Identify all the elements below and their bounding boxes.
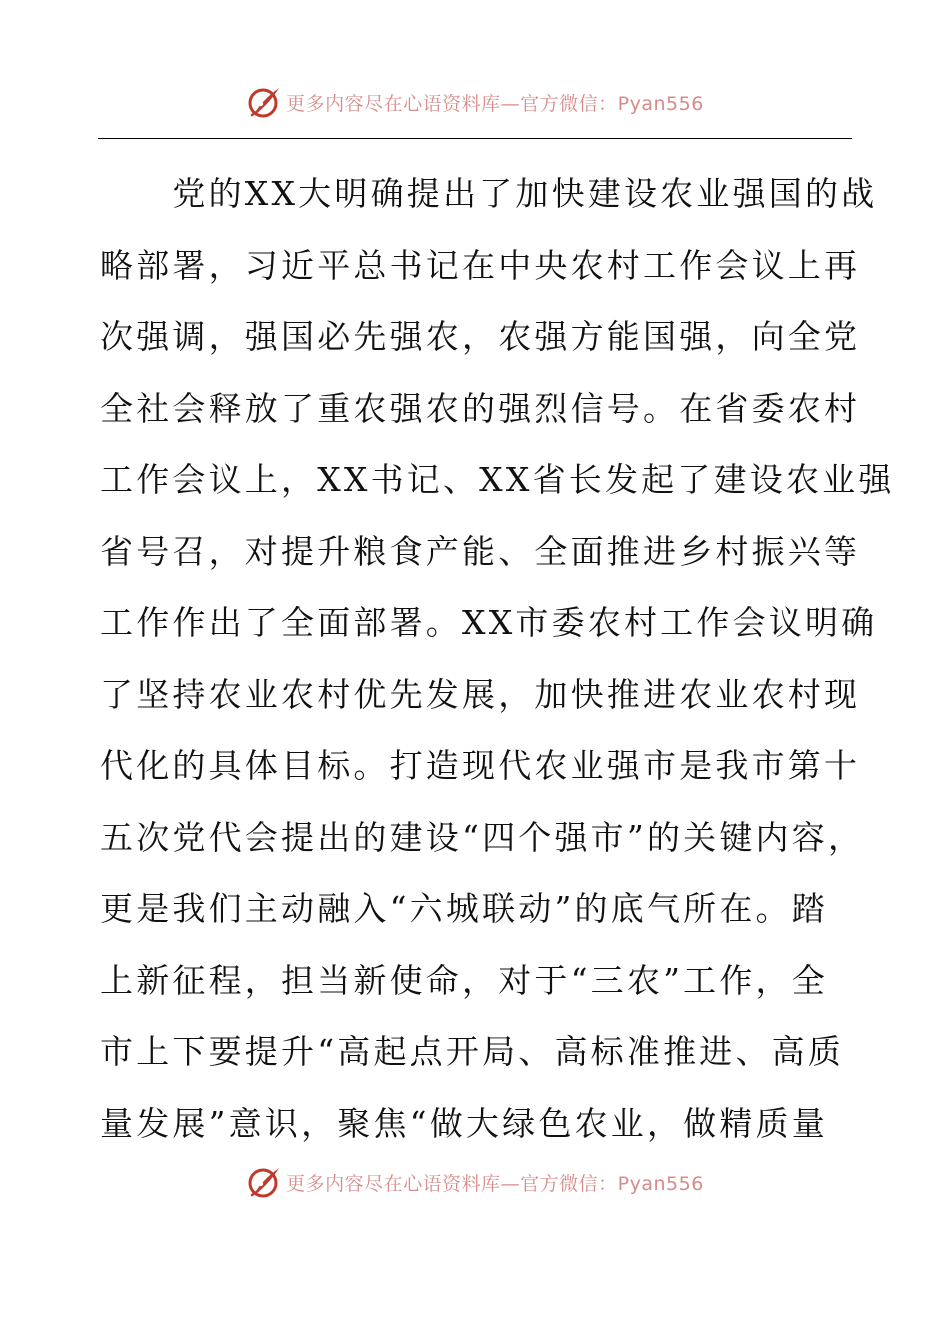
text-line: 了坚持农业农村优先发展，加快推进农业农村现 [100,674,861,714]
footer-banner-label: 更多内容尽在心语资料库—官方微信： [286,1172,618,1195]
text-line: 代化的具体目标。打造现代农业强市是我市第十 [100,746,861,785]
text-line: 上新征程，担当新使命，对于“三农”工作，全 [100,960,828,1000]
text-line: 次强调，强国必先强农，农强方能国强，向全党 [100,317,861,356]
text-line: 工作会议上，XX书记、XX省长发起了建设农业强 [100,460,895,499]
header-banner-label: 更多内容尽在心语资料库—官方微信： [286,92,618,115]
header-banner [0,82,950,122]
header-banner-text [286,89,704,116]
footer-banner-text [286,1169,704,1196]
text-line: 工作作出了全面部署。XX市委农村工作会议明确 [100,603,878,642]
quill-logo-icon [246,84,282,120]
text-line: 更是我们主动融入“六城联动”的底气所在。踏 [100,889,828,928]
footer-wechat-id: Pyan556 [617,1172,704,1195]
header-divider [98,138,852,139]
text-line: 党的XX大明确提出了加快建设农业强国的战 [100,174,878,213]
text-line: 量发展”意识，聚焦“做大绿色农业，做精质量 [100,1103,828,1143]
text-line: 五次党代会提出的建设“四个强市”的关键内容， [100,817,865,857]
text-line: 省号召，对提升粮食产能、全面推进乡村振兴等 [100,531,861,571]
header-wechat-id: Pyan556 [617,92,704,115]
quill-logo-icon [246,1164,282,1200]
text-line: 全社会释放了重农强农的强烈信号。在省委农村 [100,388,861,428]
footer-banner [0,1162,950,1202]
text-line: 略部署，习近平总书记在中央农村工作会议上再 [100,245,861,285]
document-body [100,158,895,1159]
text-line: 市上下要提升“高起点开局、高标准推进、高质 [100,1032,845,1071]
